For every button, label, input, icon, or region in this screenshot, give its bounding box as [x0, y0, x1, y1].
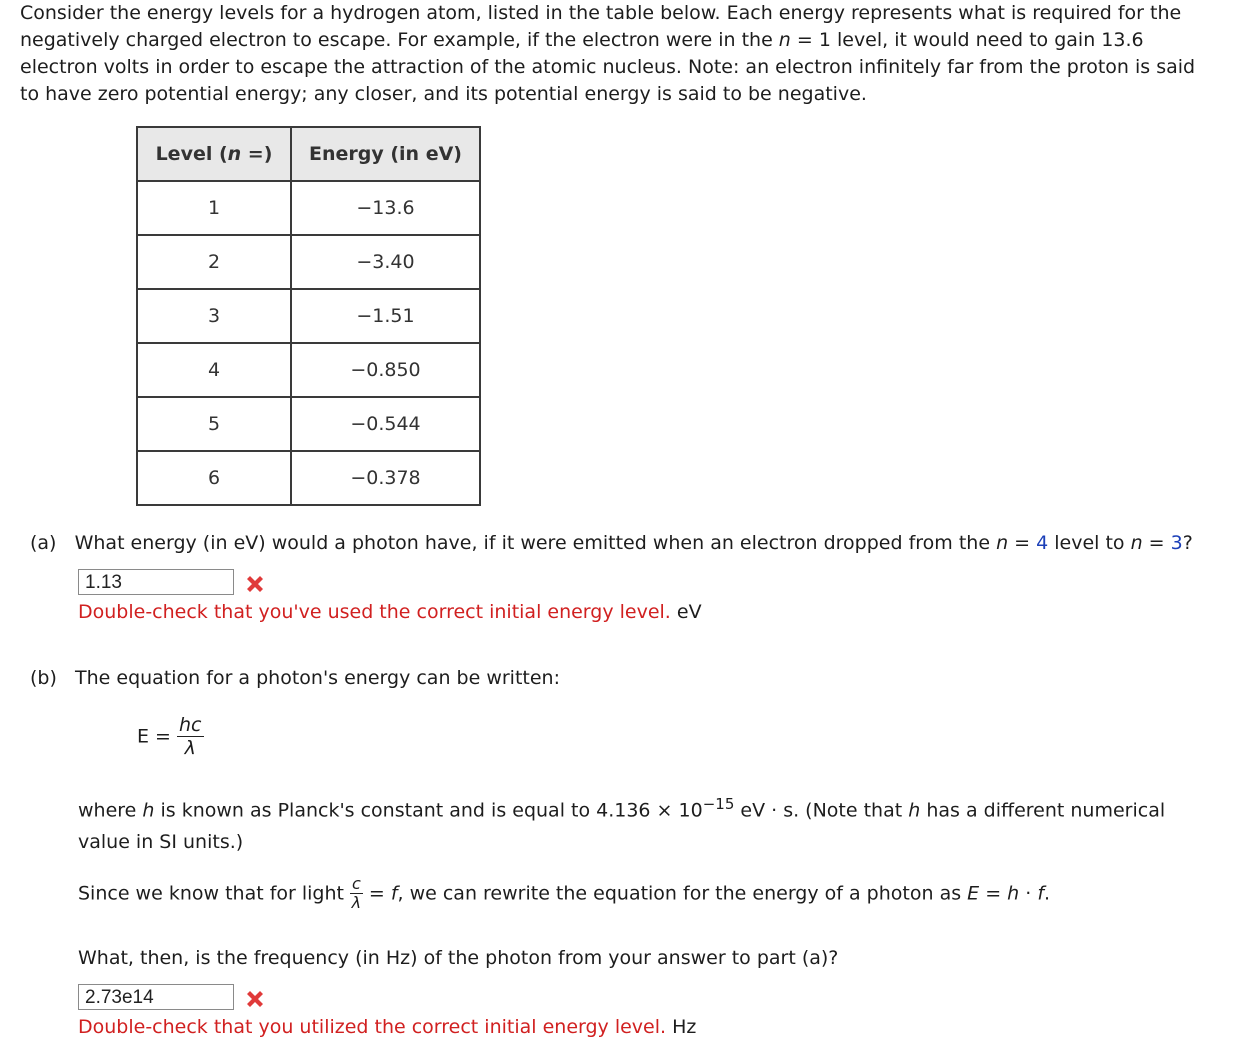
table-row	[137, 289, 480, 343]
part-a-answer-input[interactable]: 1.13	[78, 569, 234, 595]
table-header-row	[137, 127, 480, 181]
header-energy: Energy (in eV)	[291, 127, 480, 181]
table-row	[137, 343, 480, 397]
part-a-feedback-row	[78, 601, 702, 623]
cell-level: 6	[137, 451, 291, 505]
cell-energy: −0.850	[291, 343, 480, 397]
table-row	[137, 397, 480, 451]
planck-constant-text: where h is known as Planck's constant and is equal to $4.136 \times 10^{-15}$ eV · s. (Note that h has a different numerical value in SI units.)	[78, 795, 1166, 854]
part-a-question: (a) What energy (in eV) would a photon have, if it were emitted when an electron dropped from the n = 4 level to n = 3?	[30, 532, 1193, 554]
cell-energy: −3.40	[291, 235, 480, 289]
table-row	[137, 181, 480, 235]
cell-level: 2	[137, 235, 291, 289]
intro-line-4: to have zero potential energy; any closer, and its potential energy is said to be negative.	[20, 83, 867, 105]
part-b-feedback: Double-check that you utilized the correct initial energy level.	[78, 1016, 667, 1038]
cell-energy: −1.51	[291, 289, 480, 343]
part-b-unit: Hz	[672, 1016, 697, 1038]
light-relation-text: Since we know that for light $\frac{c}{\lambda}$ = f, we can rewrite the equation for the energy of a photon as E = h · f.	[78, 874, 1051, 912]
incorrect-x-icon	[244, 988, 266, 1010]
cell-level: 4	[137, 343, 291, 397]
part-b-answer-input[interactable]: 2.73e14	[78, 984, 234, 1010]
hc-over-lambda-fraction: $\frac{hc}{\lambda}$	[179, 714, 202, 759]
c-over-lambda-fraction: $\frac{c}{\lambda}$	[351, 874, 362, 912]
intro-line-1: Consider the energy levels for a hydrogen atom, listed in the table below. Each energy represents what is required for the	[20, 2, 1182, 24]
part-b-question: What, then, is the frequency (in Hz) of the photon from your answer to part (a)?	[78, 947, 839, 969]
part-a-unit: eV	[676, 601, 702, 623]
header-level: Level (n =)	[137, 127, 291, 181]
intro-line-2: negatively charged electron to escape. For example, if the electron were in the n = 1 level, it would need to gain 13.6	[20, 29, 1144, 51]
intro-paragraph	[20, 0, 1245, 108]
cell-level: 1	[137, 181, 291, 235]
cell-level: 5	[137, 397, 291, 451]
table-row	[137, 235, 480, 289]
cell-level: 3	[137, 289, 291, 343]
energy-levels-table	[136, 126, 481, 506]
cell-energy: −0.544	[291, 397, 480, 451]
part-b-label: (b)	[30, 667, 57, 689]
photon-energy-equation: E = $\frac{hc}{\lambda}$	[137, 714, 202, 759]
part-a-feedback: Double-check that you've used the correct initial energy level.	[78, 601, 671, 623]
part-a-label: (a)	[30, 532, 57, 554]
intro-line-3: electron volts in order to escape the attraction of the atomic nucleus. Note: an electron infinitely far from the proton is said	[20, 56, 1196, 78]
incorrect-x-icon	[244, 573, 266, 595]
part-b-intro: (b) The equation for a photon's energy can be written:	[30, 667, 560, 689]
part-b-feedback-row	[78, 1016, 696, 1038]
cell-energy: −13.6	[291, 181, 480, 235]
table-row	[137, 451, 480, 505]
cell-energy: −0.378	[291, 451, 480, 505]
